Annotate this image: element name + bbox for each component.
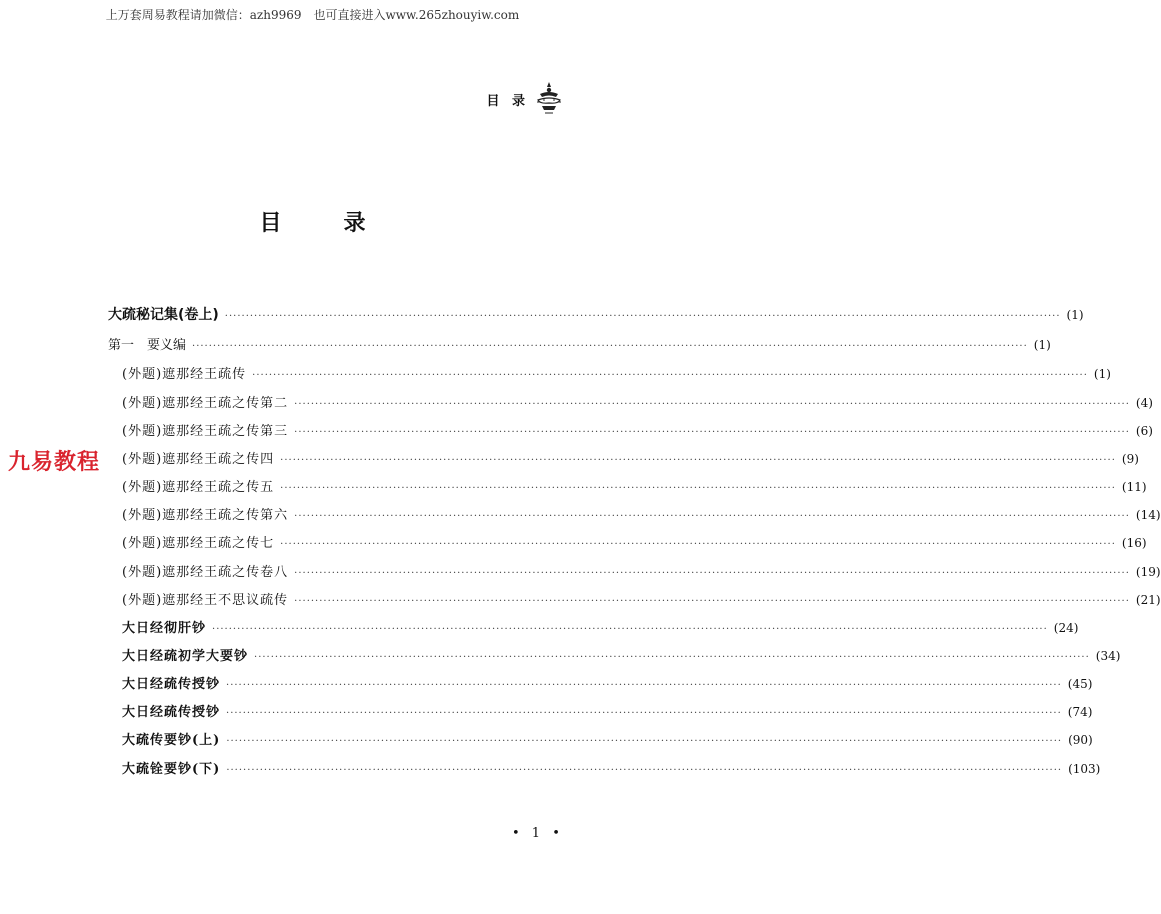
toc-leader-dots: ········································································································································································································ bbox=[280, 483, 1116, 494]
toc-entry-label: (外题)遮那经王疏之传第六 bbox=[122, 508, 289, 523]
toc-leader-dots: ········································································································································································································ bbox=[226, 680, 1062, 691]
toc-entry-label: 第一 要义编 bbox=[108, 338, 187, 353]
toc-leader-dots: ········································································································································································································ bbox=[294, 427, 1130, 438]
toc-leader-dots: ········································································································································································································ bbox=[226, 765, 1063, 776]
toc-entry-page: (11) bbox=[1121, 480, 1147, 494]
toc-entry-label: 大日经疏传授钞 bbox=[122, 677, 221, 692]
toc-entry-label: (外题)遮那经王疏之传五 bbox=[122, 480, 275, 495]
toc-entry-page: (14) bbox=[1135, 508, 1161, 522]
toc-entry[interactable] bbox=[122, 364, 1111, 384]
toc-entry[interactable] bbox=[122, 393, 1153, 413]
toc-entry-page: (1) bbox=[1093, 367, 1111, 381]
toc-leader-dots: ········································································································································································································ bbox=[226, 708, 1062, 719]
toc-entry-label: 大日经疏初学大要钞 bbox=[122, 649, 249, 664]
toc-leader-dots: ········································································································································································································ bbox=[224, 311, 1061, 322]
toc-entry[interactable] bbox=[122, 477, 1147, 497]
toc-entry-page: (90) bbox=[1068, 733, 1093, 747]
toc-leader-dots: ········································································································································································································ bbox=[226, 736, 1063, 747]
toc-entry[interactable] bbox=[122, 533, 1147, 553]
toc-entry-page: (4) bbox=[1135, 396, 1153, 410]
toc-entry[interactable] bbox=[122, 449, 1139, 469]
toc-entry-label: 大疏铨要钞(下) bbox=[122, 762, 221, 777]
top-banner: 上万套周易教程请加微信：azh9969 也可直接进入www.265zhouyiw.com bbox=[105, 8, 520, 22]
toc-leader-dots: ········································································································································································································ bbox=[280, 455, 1116, 466]
toc-entry-label: (外题)遮那经王疏之传第三 bbox=[122, 424, 289, 439]
toc-entry-page: (45) bbox=[1067, 677, 1093, 691]
toc-entry[interactable] bbox=[122, 562, 1161, 582]
toc-leader-dots: ········································································································································································································ bbox=[212, 624, 1048, 635]
toc-entry-page: (24) bbox=[1053, 621, 1079, 635]
toc-entry-page: (16) bbox=[1121, 536, 1147, 550]
toc-entry-label: (外题)遮那经王不思议疏传 bbox=[122, 593, 289, 608]
toc-leader-dots: ········································································································································································································ bbox=[252, 370, 1088, 381]
toc-entry-label: 大疏传要钞(上) bbox=[122, 733, 221, 748]
toc-entry[interactable] bbox=[122, 759, 1101, 779]
toc-leader-dots: ········································································································································································································ bbox=[192, 341, 1028, 352]
toc-entry[interactable] bbox=[122, 674, 1093, 694]
toc-entry[interactable] bbox=[122, 646, 1121, 666]
toc-entry-label: 大疏秘记集(卷上) bbox=[108, 307, 219, 323]
toc-entry[interactable] bbox=[122, 702, 1093, 722]
watermark-logo: 九易教程 bbox=[8, 450, 101, 475]
toc-entry-label: 大日经疏传授钞 bbox=[122, 705, 221, 720]
toc-entry-page: (21) bbox=[1135, 593, 1161, 607]
toc-entry-label: (外题)遮那经王疏之传第二 bbox=[122, 396, 289, 411]
toc-entry-page: (1) bbox=[1033, 338, 1051, 352]
toc-entry[interactable] bbox=[122, 421, 1153, 441]
ornament-icon bbox=[534, 80, 564, 116]
toc-entry-label: 大日经彻肝钞 bbox=[122, 621, 207, 636]
toc-entry[interactable] bbox=[122, 590, 1161, 610]
toc-entry[interactable] bbox=[122, 730, 1093, 750]
toc-entry-label: (外题)遮那经王疏之传四 bbox=[122, 452, 275, 467]
toc-entry[interactable] bbox=[108, 305, 1084, 325]
toc-entry[interactable] bbox=[122, 505, 1161, 525]
toc-entry-page: (6) bbox=[1135, 424, 1153, 438]
page-number: • 1 • bbox=[512, 826, 564, 841]
toc-leader-dots: ········································································································································································································ bbox=[294, 511, 1130, 522]
toc-entry-page: (1) bbox=[1066, 308, 1084, 322]
toc-leader-dots: ········································································································································································································ bbox=[294, 399, 1130, 410]
toc-leader-dots: ········································································································································································································ bbox=[294, 596, 1130, 607]
toc-entry-page: (103) bbox=[1068, 762, 1101, 776]
toc-entry-page: (19) bbox=[1135, 565, 1161, 579]
toc-entry[interactable] bbox=[122, 618, 1079, 638]
toc-entry-label: (外题)遮那经王疏之传七 bbox=[122, 536, 275, 551]
toc-leader-dots: ········································································································································································································ bbox=[254, 652, 1090, 663]
page-title: 目 录 bbox=[259, 211, 386, 236]
toc-entry-page: (74) bbox=[1067, 705, 1093, 719]
toc-entry-page: (34) bbox=[1095, 649, 1121, 663]
toc-entry-label: (外题)遮那经王疏传 bbox=[122, 367, 247, 382]
toc-leader-dots: ········································································································································································································ bbox=[294, 568, 1130, 579]
toc-entry[interactable] bbox=[108, 335, 1051, 355]
toc-entry-page: (9) bbox=[1121, 452, 1139, 466]
running-head: 目 录 bbox=[486, 94, 529, 109]
toc-entry-label: (外题)遮那经王疏之传卷八 bbox=[122, 565, 289, 580]
toc-leader-dots: ········································································································································································································ bbox=[280, 539, 1116, 550]
